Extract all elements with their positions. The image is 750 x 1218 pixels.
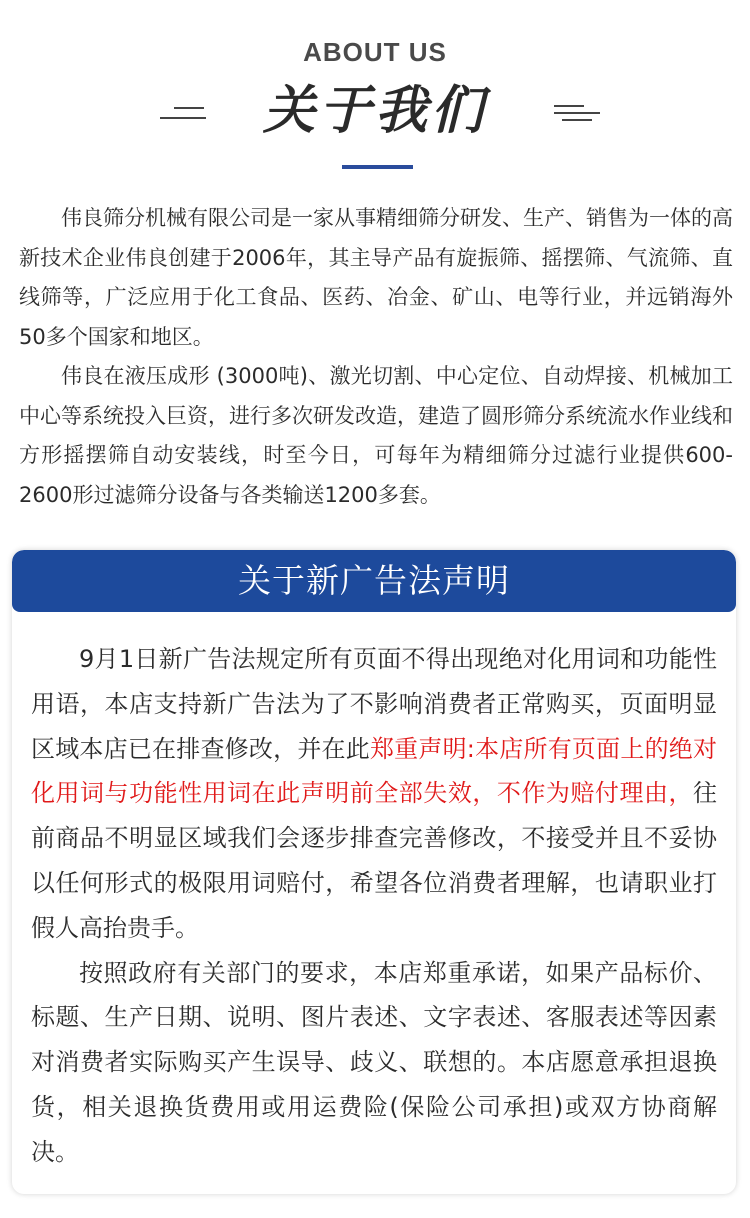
intro-paragraph-1: 伟良筛分机械有限公司是一家从事精细筛分研发、生产、销售为一体的高新技术企业伟良创建于2006年，其主导产品有旋振筛、摇摆筛、气流筛、直线筛等，广泛应用于化工食品、医药、冶金、矿山、电等行业，并远销海外50多个国家和地区。: [19, 206, 733, 349]
notice-text: 9月1日新广告法规定所有页面不得出现绝对化用词和功能性用语，本店支持新广告法为了不影响消费者正常购买，页面明显区域本店已在排查修改，并在此: [31, 645, 717, 763]
notice-paragraph-1: [31, 637, 717, 951]
notice-highlight-text: 郑重声明:本店所有页面上的绝对化用词与功能性用词在此声明前全部失效，不作为赔付理由，: [31, 734, 717, 808]
notice-title: 关于新广告法声明: [12, 550, 736, 612]
notice-body: [31, 637, 717, 1175]
intro-paragraph-2: 伟良在液压成形 (3000吨)、激光切割、中心定位、自动焊接、机械加工中心等系统投入巨资，进行多次研发改造，建造了圆形筛分系统流水作业线和方形摇摆筛自动安装线，时至今日，可每年为精细筛分过滤行业提供600-2600形过滤筛分设备与各类输送1200多套。: [19, 364, 733, 507]
ad-law-notice-card: [12, 550, 736, 1194]
english-section-title: ABOUT US: [303, 37, 447, 67]
about-us-header: [0, 0, 750, 180]
title-underline: [342, 165, 413, 169]
company-intro: [19, 199, 733, 515]
triple-line-decoration-icon: [552, 103, 602, 123]
notice-text: 往前商品不明显区域我们会逐步排查完善修改，不接受并且不妥协以任何形式的极限用词赔付，希望各位消费者理解，也请职业打假人高抬贵手。: [31, 779, 717, 942]
page-title: 关于我们: [262, 81, 487, 141]
notice-paragraph-2: 按照政府有关部门的要求，本店郑重承诺，如果产品标价、标题、生产日期、说明、图片表述、文字表述、客服表述等因素对消费者实际购买产生误导、歧义、联想的。本店愿意承担退换货，相关退换货费用或用运费险(保险公司承担)或双方协商解决。: [31, 958, 717, 1166]
